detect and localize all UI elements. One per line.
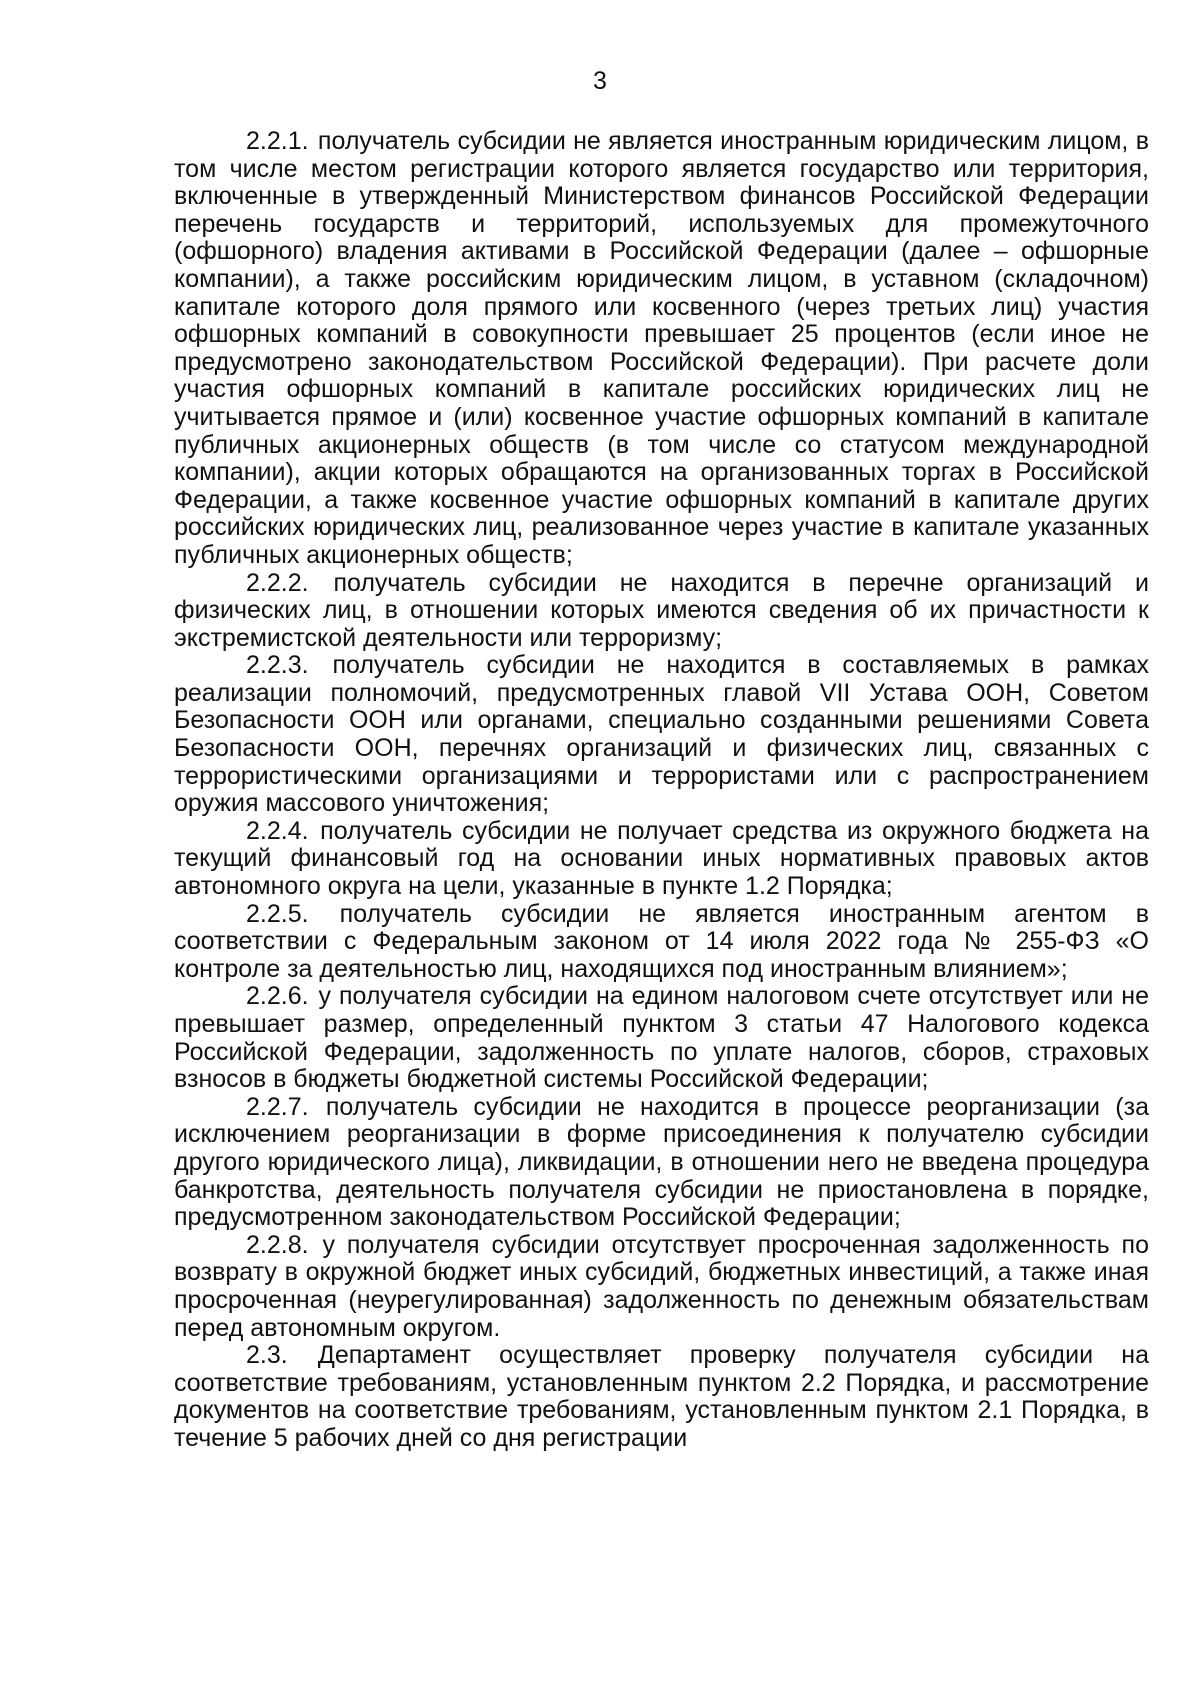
paragraph-2-2-4 — [174, 818, 1149, 901]
paragraph-text: у получателя субсидии отсутствует просроченная задолженность по возврату в окружной бюджет иных субсидий, бюджетных инвестиций, а также иная просроченная (неурегулированная) задолженность по денежным обязательствам перед автономным округом. — [174, 1230, 1149, 1342]
paragraph-number: 2.2.1. — [246, 127, 309, 155]
paragraph-2-2-2 — [174, 570, 1149, 653]
document-body — [174, 128, 1149, 1453]
paragraph-text: Департамент осуществляет проверку получателя субсидии на соответствие требованиям, установленным пунктом 2.2 Порядка, и рассмотрение документов на соответствие требованиям, установленным пунктом 2.1 Порядка, в течение 5 рабочих дней со дня регистрации — [174, 1341, 1150, 1452]
paragraph-text: получатель субсидии не находится в составляемых в рамках реализации полномочий, предусмотренных главой VII Устава ООН, Советом Безопасности ООН или органами, специально созданными решениями Совета Безопасности ООН, перечнях организаций и физических лиц, связанных с террористическими организациями и террористами или с распространением оружия массового уничтожения; — [174, 651, 1149, 818]
paragraph-2-2-7 — [174, 1094, 1149, 1232]
paragraph-2-2-3 — [174, 652, 1149, 818]
paragraph-number: 2.2.2. — [246, 568, 309, 597]
paragraph-number: 2.3. — [246, 1341, 288, 1370]
paragraph-number: 2.2.5. — [246, 899, 309, 928]
paragraph-number: 2.2.6. — [246, 982, 309, 1011]
paragraph-2-2-5 — [174, 901, 1149, 984]
paragraph-number: 2.2.4. — [246, 816, 309, 845]
paragraph-text: получатель субсидии не находится в перечне организаций и физических лиц, в отношении которых имеются сведения об их причастности к экстремистской деятельности или терроризму; — [174, 568, 1149, 652]
paragraph-number: 2.2.7. — [246, 1092, 309, 1121]
paragraph-2-3 — [174, 1342, 1149, 1452]
paragraph-text: получатель субсидии не является иностранным юридическим лицом, в том числе местом регистрации которого является государство или территория, включенные в утвержденный Министерством финансов Российской Федерации перечень государств и территорий, используемых для промежуточного (офшорного) владения активами в Российской Федерации (далее – офшорные компании), а также российским юридическим лицом, в уставном (складочном) капитале которого доля прямого или косвенного (через третьих лиц) участия офшорных компаний в совокупности превышает 25 процентов (если иное не предусмотрено законодательством Российской Федерации). При расчете доли участия офшорных компаний в капитале российских юридических лиц не учитывается прямое и (или) косвенное участие офшорных компаний в капитале публичных акционерных обществ (в том числе со статусом международной компании), акции которых обращаются на организованных торгах в Российской Федерации, а также косвенное участие офшорных компаний в капитале других российских юридических лиц, реализованное через участие в капитале указанных публичных акционерных обществ; — [174, 127, 1150, 569]
paragraph-text: у получателя субсидии на едином налоговом счете отсутствует или не превышает размер, определенный пунктом 3 статьи 47 Налогового кодекса Российской Федерации, задолженность по уплате налогов, сборов, страховых взносов в бюджеты бюджетной системы Российской Федерации; — [174, 982, 1149, 1094]
paragraph-2-2-1 — [174, 128, 1149, 570]
paragraph-number: 2.2.8. — [246, 1230, 309, 1259]
paragraph-text: получатель субсидии не находится в процессе реорганизации (за исключением реорганизации в форме присоединения к получателю субсидии другого юридического лица), ликвидации, в отношении него не введена процедура банкротства, деятельность получателя субсидии не приостановлена в порядке, предусмотренном законодательством Российской Федерации; — [174, 1092, 1150, 1232]
paragraph-2-2-8 — [174, 1232, 1149, 1342]
paragraph-text: получатель субсидии не получает средства из окружного бюджета на текущий финансовый год на основании иных нормативных правовых актов автономного округа на цели, указанные в пункте 1.2 Порядка; — [174, 816, 1149, 901]
paragraph-number: 2.2.3. — [246, 651, 309, 680]
page-number: 3 — [593, 67, 607, 95]
paragraph-text: получатель субсидии не является иностранным агентом в соответствии с Федеральным законом от 14 июля 2022 года № 255-ФЗ «О контроле за деятельностью лиц, находящихся под иностранным влиянием»; — [174, 899, 1149, 983]
paragraph-2-2-6 — [174, 983, 1149, 1093]
